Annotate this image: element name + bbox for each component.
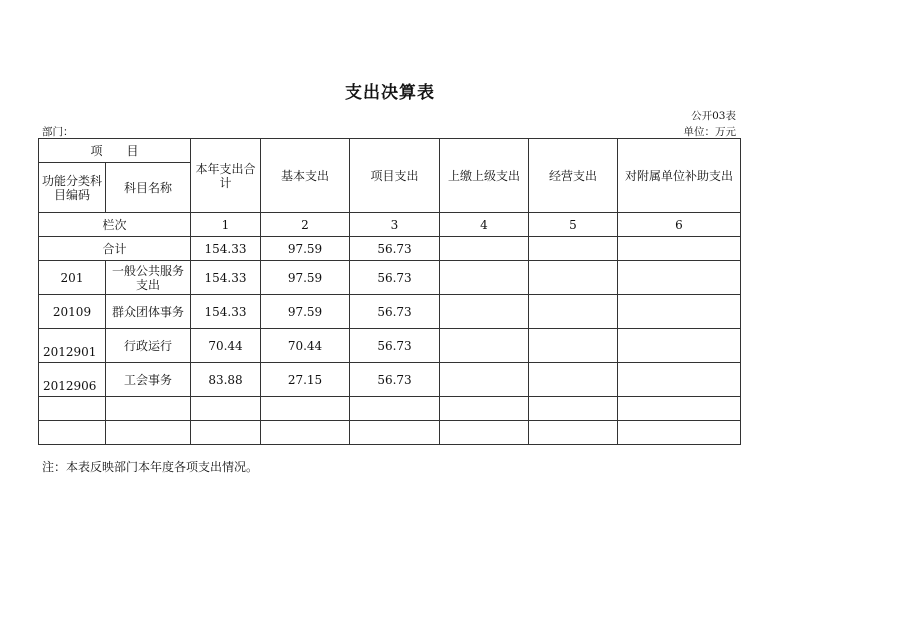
row-value	[440, 295, 529, 329]
header-subject-name: 科目名称	[106, 163, 191, 213]
row-value	[440, 397, 529, 421]
column-index-4: 4	[440, 213, 529, 237]
row-value: 83.88	[191, 363, 261, 397]
row-value	[529, 295, 618, 329]
total-value-5	[529, 237, 618, 261]
row-value	[440, 261, 529, 295]
header-col-4: 上缴上级支出	[440, 139, 529, 213]
row-value	[618, 421, 741, 445]
table-row	[39, 261, 741, 295]
row-value: 56.73	[350, 363, 440, 397]
header-col-1: 本年支出合计	[191, 139, 261, 213]
row-value	[529, 363, 618, 397]
row-value	[529, 397, 618, 421]
row-value: 70.44	[261, 329, 350, 363]
department-label: 部门：	[42, 126, 74, 138]
row-value: 56.73	[350, 261, 440, 295]
total-value-2: 97.59	[261, 237, 350, 261]
row-value	[191, 397, 261, 421]
row-value	[529, 329, 618, 363]
table-row	[39, 397, 741, 421]
row-name	[106, 421, 191, 445]
column-index-3: 3	[350, 213, 440, 237]
header-col-2: 基本支出	[261, 139, 350, 213]
row-value	[618, 295, 741, 329]
row-value: 56.73	[350, 329, 440, 363]
row-code	[39, 397, 106, 421]
row-code: 2012901	[39, 329, 106, 363]
row-name	[106, 397, 191, 421]
row-value	[529, 261, 618, 295]
header-func-code: 功能分类科目编码	[39, 163, 106, 213]
row-value: 97.59	[261, 261, 350, 295]
row-code: 2012906	[39, 363, 106, 397]
row-name: 行政运行	[106, 329, 191, 363]
row-value	[350, 397, 440, 421]
row-name: 群众团体事务	[106, 295, 191, 329]
total-value-4	[440, 237, 529, 261]
total-row	[39, 237, 741, 261]
row-value	[618, 397, 741, 421]
row-value: 27.15	[261, 363, 350, 397]
row-value	[261, 421, 350, 445]
column-index-label: 栏次	[39, 213, 191, 237]
row-code	[39, 421, 106, 445]
row-value	[529, 421, 618, 445]
row-code: 20109	[39, 295, 106, 329]
column-index-1: 1	[191, 213, 261, 237]
column-index-row	[39, 213, 741, 237]
row-value	[618, 363, 741, 397]
header-col-6: 对附属单位补助支出	[618, 139, 741, 213]
table-row	[39, 329, 741, 363]
column-index-2: 2	[261, 213, 350, 237]
column-index-6: 6	[618, 213, 741, 237]
unit-label: 单位：万元	[683, 126, 736, 138]
row-value	[191, 421, 261, 445]
row-value	[261, 397, 350, 421]
table-row	[39, 363, 741, 397]
column-index-5: 5	[529, 213, 618, 237]
expenditure-table	[38, 138, 741, 445]
header-col-5: 经营支出	[529, 139, 618, 213]
row-name: 工会事务	[106, 363, 191, 397]
row-value	[350, 421, 440, 445]
total-value-3: 56.73	[350, 237, 440, 261]
total-label: 合计	[39, 237, 191, 261]
total-value-1: 154.33	[191, 237, 261, 261]
row-value: 56.73	[350, 295, 440, 329]
row-value: 154.33	[191, 261, 261, 295]
footnote: 注：本表反映部门本年度各项支出情况。	[42, 460, 259, 474]
row-value	[618, 261, 741, 295]
row-value	[440, 329, 529, 363]
row-value: 154.33	[191, 295, 261, 329]
header-col-3: 项目支出	[350, 139, 440, 213]
total-value-6	[618, 237, 741, 261]
page-title: 支出决算表	[345, 83, 435, 103]
header-item: 项 目	[39, 139, 191, 163]
table-row	[39, 295, 741, 329]
table-row	[39, 421, 741, 445]
row-value: 97.59	[261, 295, 350, 329]
row-value	[440, 421, 529, 445]
row-code: 201	[39, 261, 106, 295]
row-name: 一般公共服务支出	[106, 261, 191, 295]
row-value	[618, 329, 741, 363]
table-number: 公开03表	[691, 110, 736, 122]
row-value	[440, 363, 529, 397]
row-value: 70.44	[191, 329, 261, 363]
